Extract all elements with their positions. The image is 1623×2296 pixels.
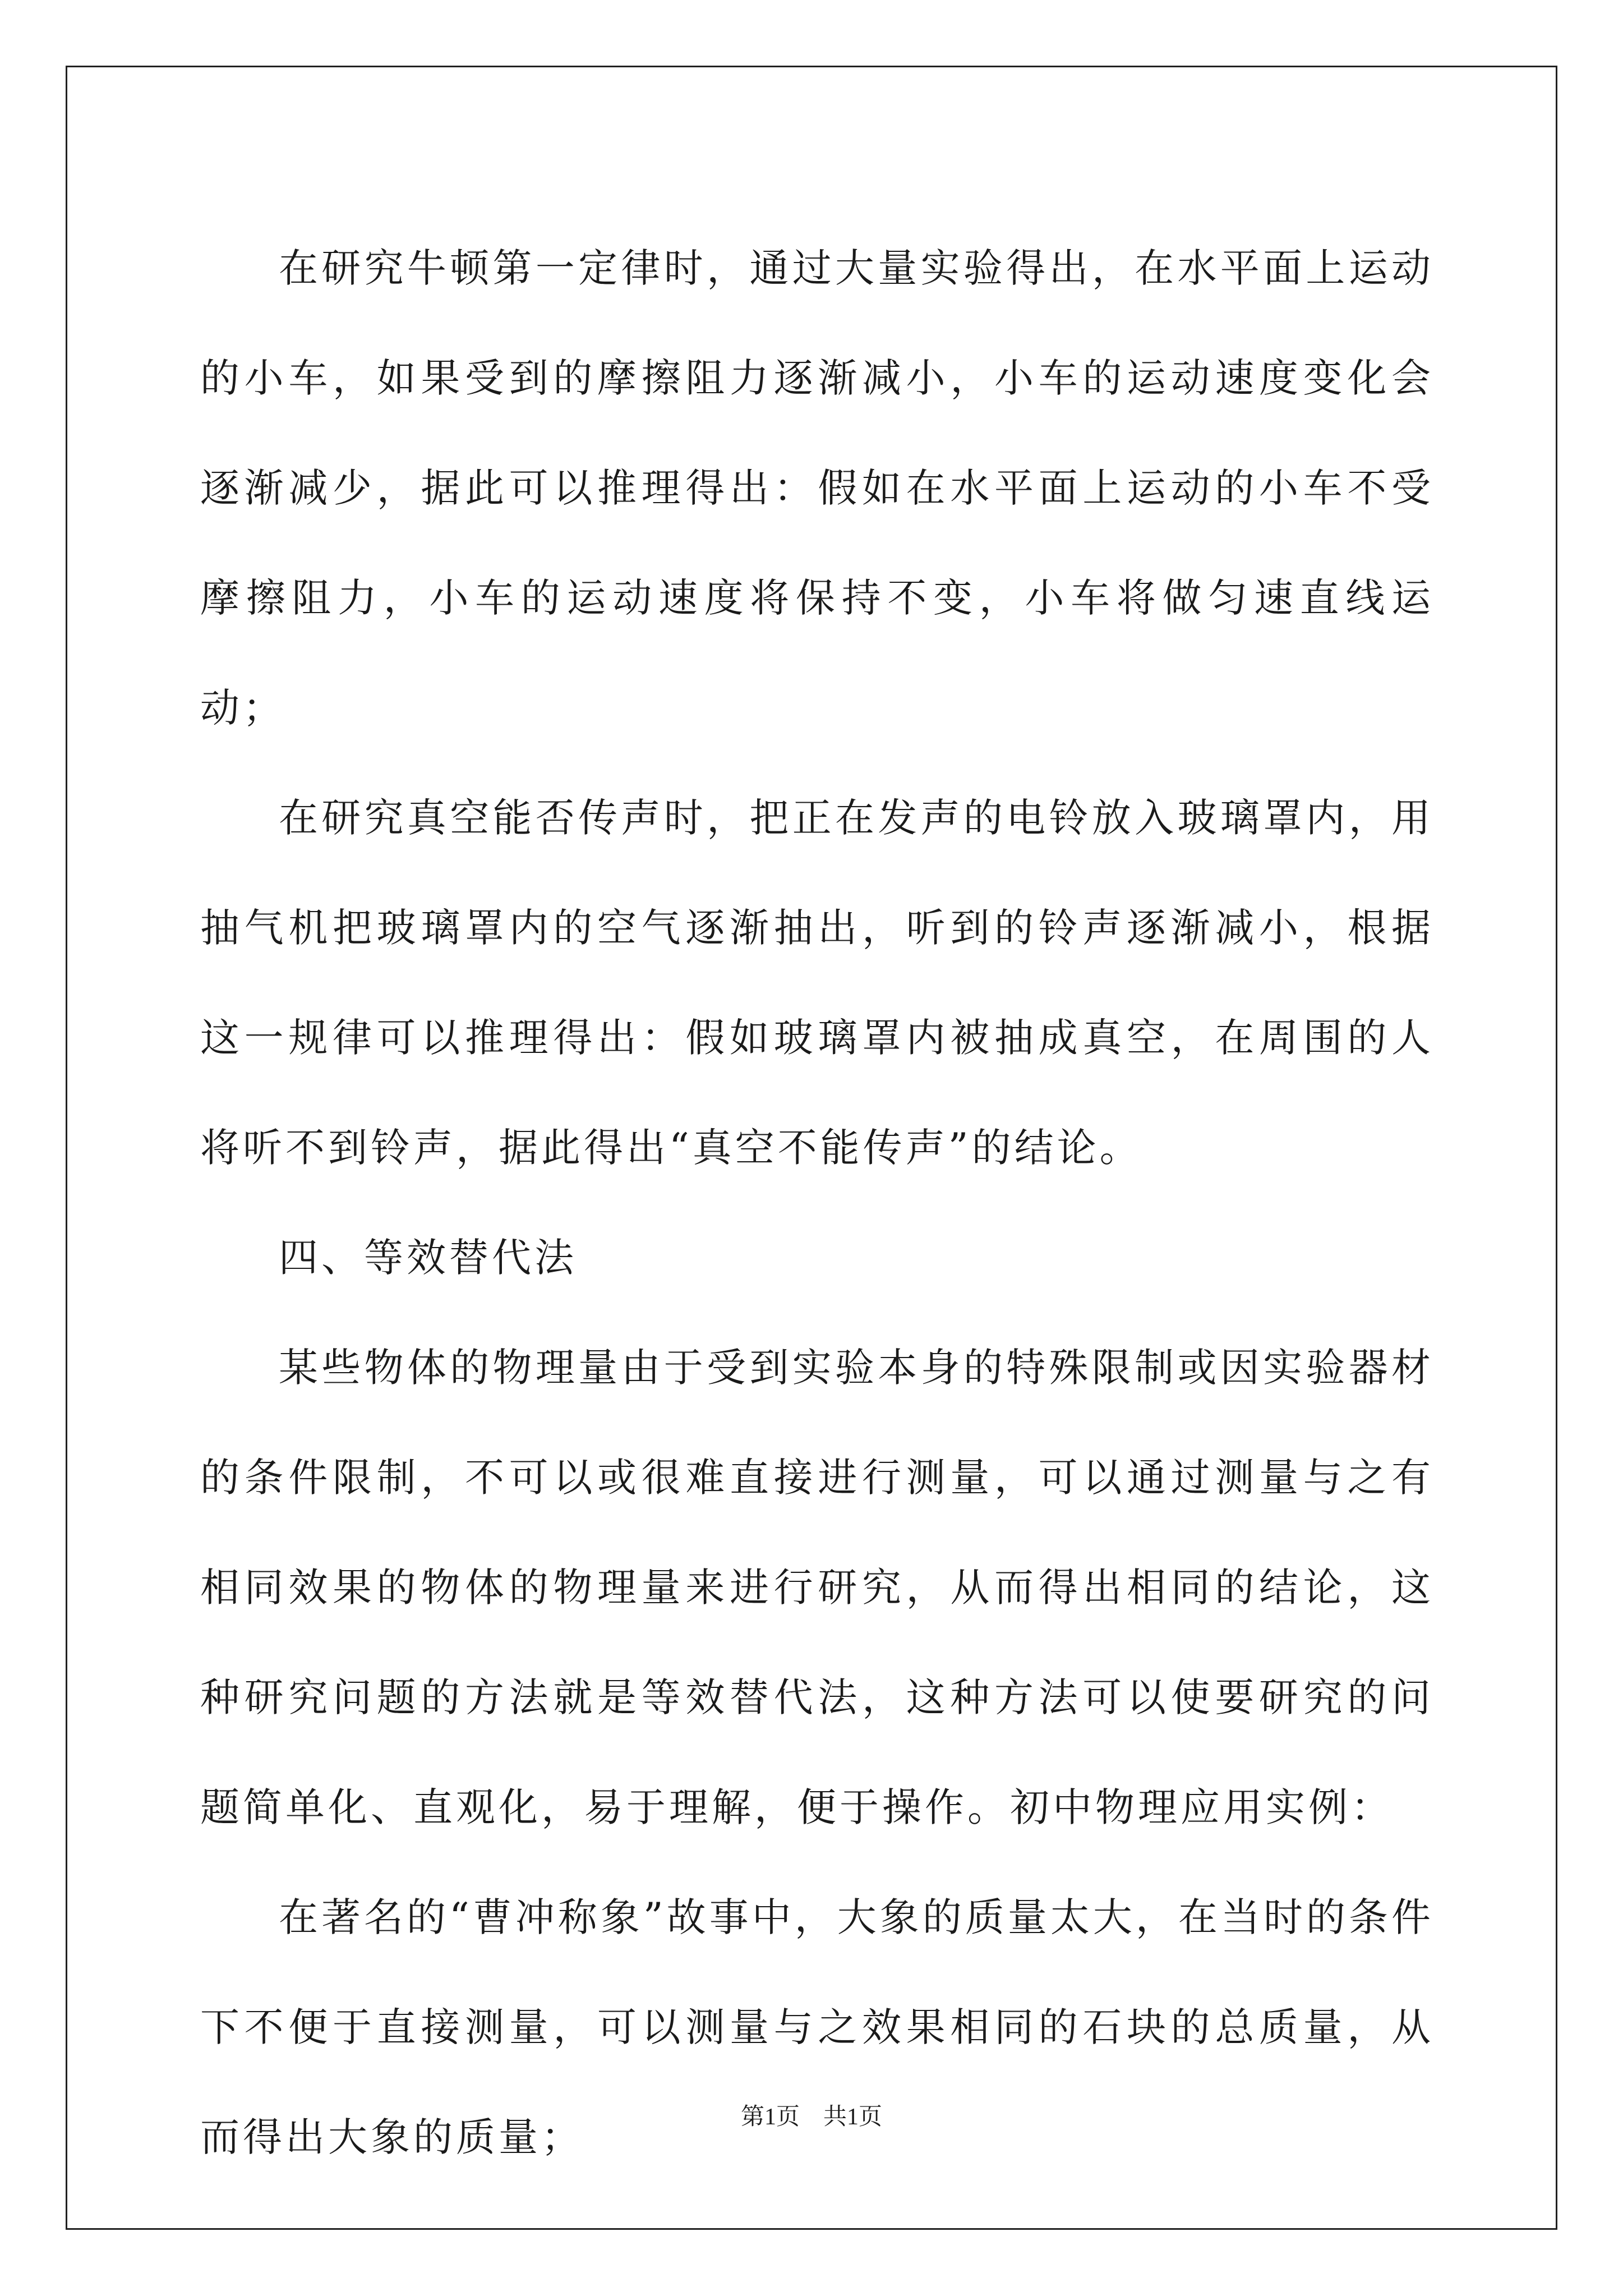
paragraph-equivalent-substitution-definition: 某些物体的物理量由于受到实验本身的特殊限制或因实验器材的条件限制，不可以或很难直接进行测量，可以通过测量与之有相同效果的物体的物理量来进行研究，从而得出相同的结论，这种研究问题的方法就是等效替代法，这种方法可以使要研究的问题简单化、直观化，易于理解，便于操作。初中物理应用实例：: [200, 1345, 1434, 1830]
section-heading-equivalent-substitution: 四、等效替代法: [279, 1235, 577, 1281]
page-footer: [0, 2098, 1623, 2132]
page-total: 共1页: [823, 2104, 883, 2130]
paragraph-vacuum-sound: 在研究真空能否传声时，把正在发声的电铃放入玻璃罩内，用抽气机把玻璃罩内的空气逐渐抽出，听到的铃声逐渐减小，根据这一规律可以推理得出：假如玻璃罩内被抽成真空，在周围的人将听不到铃声，据此得出“真空不能传声”的结论。: [200, 795, 1434, 1171]
page-number: 第1页: [740, 2104, 800, 2130]
document-body: [200, 213, 1434, 2192]
paragraph-cao-chong-example: 在著名的“曹冲称象”故事中，大象的质量太大，在当时的条件下不便于直接测量，可以测量与之效果相同的石块的总质量，从而得出大象的质量；: [200, 1894, 1434, 2160]
paragraph-newton-first-law: 在研究牛顿第一定律时，通过大量实验得出，在水平面上运动的小车，如果受到的摩擦阻力逐渐减小，小车的运动速度变化会逐渐减少，据此可以推理得出：假如在水平面上运动的小车不受摩擦阻力，小车的运动速度将保持不变，小车将做匀速直线运动；: [200, 245, 1434, 731]
